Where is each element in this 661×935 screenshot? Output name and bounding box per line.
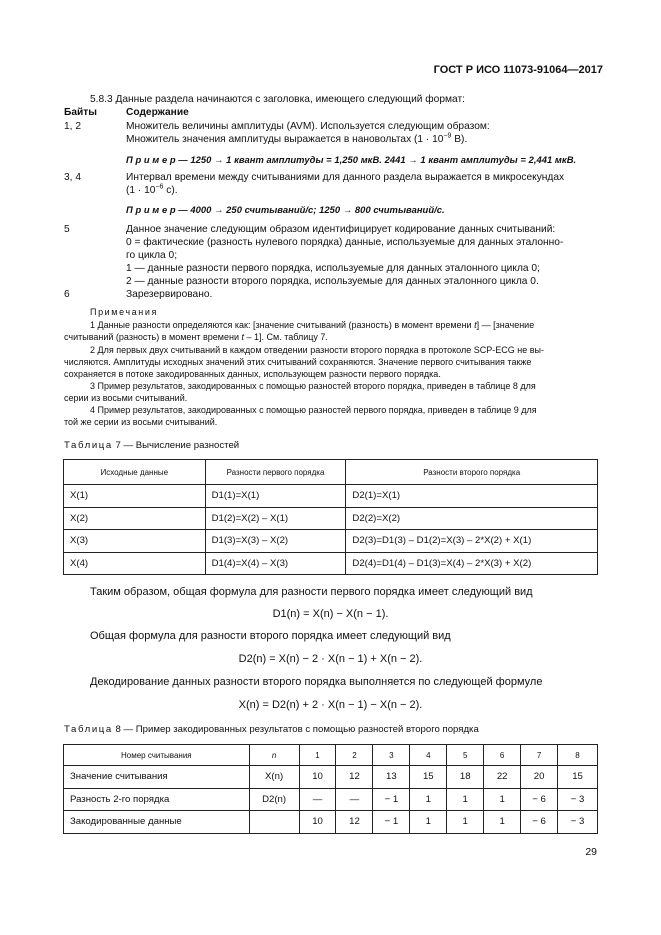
decoding-formula: X(n) = D2(n) + 2 · X(n − 1) − X(n − 2).: [238, 699, 423, 711]
table-cell: —: [299, 788, 336, 811]
table-cell: 20: [521, 766, 558, 789]
document-header: ГОСТ Р ИСО 11073-91064—2017: [433, 64, 603, 76]
table-cell: D1(4)=X(4) – X(3): [205, 552, 346, 575]
table-cell: —: [336, 788, 373, 811]
table-cell: 12: [336, 766, 373, 789]
table-header-cell: 4: [410, 745, 447, 766]
bytes-3-4: 3, 4: [64, 172, 81, 183]
page-number: 29: [585, 846, 597, 858]
table-row: [64, 530, 598, 553]
table-7: [63, 459, 598, 575]
table-cell: − 1: [373, 788, 410, 811]
table-cell: Значение считывания: [64, 766, 250, 789]
table-cell: Закодированные данные: [64, 811, 250, 834]
decoding-intro: Декодирование данных разности второго порядка выполняется по следующей формуле: [90, 676, 543, 688]
encoding-line-1: Данное значение следующим образом идентифицирует кодирование данных считываний:: [126, 224, 556, 235]
table-cell: D1(2)=X(2) – X(1): [205, 507, 346, 530]
table-8-header-row: [64, 745, 598, 766]
table-cell: 1: [484, 811, 521, 834]
avm-description: Множитель величины амплитуды (AVM). Используется следующим образом:: [126, 121, 490, 132]
table-row: [64, 552, 598, 575]
table-header-cell: 2: [336, 745, 373, 766]
note-2-line-1: 2 Для первых двух считываний в каждом отведении разности второго порядка в протоколе SCP-ECG не вы-: [90, 345, 544, 355]
encoding-line-3: го цикла 0;: [126, 250, 178, 261]
table-row: [64, 788, 598, 811]
note-1-line-2: считываний (разность) в момент времени t – 1]. См. таблицу 7.: [64, 332, 328, 342]
table-cell: D1(3)=X(3) – X(2): [205, 530, 346, 553]
byte-5: 5: [64, 224, 70, 235]
first-order-intro: Таким образом, общая формула для разности первого порядка имеет следующий вид: [90, 586, 533, 598]
first-order-formula: D1(n) = X(n) − X(n − 1).: [272, 608, 389, 620]
table-cell: − 3: [558, 811, 598, 834]
table-cell: X(2): [64, 507, 206, 530]
encoding-line-4: 1 — данные разности первого порядка, используемые для данных эталонного цикла 0;: [126, 263, 540, 274]
table-header-cell: 8: [558, 745, 598, 766]
interval-unit-line: ($1 \cdot 10^{-6}$ с).: [126, 183, 178, 196]
note-3-line-2: серии из восьми считываний.: [64, 393, 188, 403]
table-header-cell: 3: [373, 745, 410, 766]
content-column-header: Содержание: [126, 107, 189, 118]
table-cell: − 1: [373, 811, 410, 834]
table-header-cell: 7: [521, 745, 558, 766]
table-cell: 10: [299, 766, 336, 789]
table-header-cell: 1: [299, 745, 336, 766]
note-3-line-1: 3 Пример результатов, закодированных с помощью разностей второго порядка, приведен в таблице 8 для: [90, 381, 536, 391]
avm-unit-line: Множитель значения амплитуды выражается в нановольтах ($1 \cdot 10^{-9}$ В).: [126, 132, 468, 145]
table-cell: 18: [447, 766, 484, 789]
table-header-cell: 6: [484, 745, 521, 766]
second-order-formula: D2(n) = X(n) − 2 · X(n − 1) + X(n − 2).: [238, 653, 423, 665]
table-cell: D2(1)=X(1): [346, 485, 598, 508]
note-2-line-3: сохраняется в потоке закодированных данных, использующем разности первого порядка.: [64, 369, 441, 379]
table-cell: 15: [410, 766, 447, 789]
table-cell: 22: [484, 766, 521, 789]
table-cell: 1: [410, 788, 447, 811]
table-cell: D2(2)=X(2): [346, 507, 598, 530]
table-cell: 1: [447, 811, 484, 834]
table-cell: − 6: [521, 788, 558, 811]
second-order-intro: Общая формула для разности второго порядка имеет следующий вид: [90, 630, 451, 642]
table-cell: 13: [373, 766, 410, 789]
table-cell: [249, 811, 299, 834]
table-header-cell: Разности второго порядка: [346, 460, 598, 485]
table-cell: 10: [299, 811, 336, 834]
table-header-cell: Исходные данные: [64, 460, 206, 485]
table-7-caption: Таблица 7 — Вычисление разностей: [64, 440, 240, 451]
table-8: [63, 744, 598, 834]
table-header-cell: 5: [447, 745, 484, 766]
table-cell: X(1): [64, 485, 206, 508]
encoding-line-5: 2 — данные разности второго порядка, используемые для данных эталонного цикла 0.: [126, 276, 539, 287]
table-cell: − 3: [558, 788, 598, 811]
table-cell: D2(3)=D1(3) – D1(2)=X(3) – 2*X(2) + X(1): [346, 530, 598, 553]
reserved-text: Зарезервировано.: [126, 289, 213, 300]
table-cell: D2(4)=D1(4) – D1(3)=X(4) – 2*X(3) + X(2): [346, 552, 598, 575]
notes-title: Примечания: [90, 307, 158, 317]
interval-example: П р и м е р — 4000 → 250 считываний/с; 1250 → 800 считываний/с.: [126, 204, 445, 215]
table-header-cell: Номер считывания: [64, 745, 250, 766]
table-cell: X(3): [64, 530, 206, 553]
table-cell: X(4): [64, 552, 206, 575]
table-8-caption: Таблица 8 — Пример закодированных результатов с помощью разностей второго порядка: [64, 724, 479, 735]
avm-example: П р и м е р — 1250 → 1 квант амплитуды = 1,250 мкВ. 2441 → 1 квант амплитуды = 2,441 мкВ.: [126, 154, 577, 165]
table-header-cell: Разности первого порядка: [205, 460, 346, 485]
table-row: [64, 766, 598, 789]
note-1-line-1: 1 Данные разности определяются как: [значение считываний (разность) в момент времени t] — [значение: [90, 320, 535, 330]
bytes-1-2: 1, 2: [64, 121, 81, 132]
table-cell: D1(1)=X(1): [205, 485, 346, 508]
table-row: [64, 485, 598, 508]
table-cell: 12: [336, 811, 373, 834]
note-4-line-1: 4 Пример результатов, закодированных с помощью разностей первого порядка, приведен в таблице 9 для: [90, 405, 537, 415]
table-row: [64, 811, 598, 834]
byte-6: 6: [64, 289, 70, 300]
bytes-column-header: Байты: [64, 107, 97, 118]
table-cell: 1: [447, 788, 484, 811]
table-cell: D2(n): [249, 788, 299, 811]
note-4-line-2: той же серии из восьми считываний.: [64, 417, 218, 427]
table-header-cell: n: [249, 745, 299, 766]
note-2-line-2: числяются. Амплитуды исходных значений этих считываний сохраняются. Значение первого считывания также: [64, 357, 532, 367]
interval-description: Интервал времени между считываниями для данного раздела выражается в микросекундах: [126, 172, 565, 183]
table-cell: 1: [484, 788, 521, 811]
table-row: [64, 507, 598, 530]
table-cell: − 6: [521, 811, 558, 834]
section-intro: 5.8.3 Данные раздела начинаются с заголовка, имеющего следующий формат:: [90, 94, 465, 105]
table-cell: Разность 2-го порядка: [64, 788, 250, 811]
table-7-header-row: [64, 460, 598, 485]
encoding-line-2: 0 = фактические (разность нулевого порядка) данные, используемые для данных эталонно-: [126, 237, 564, 248]
table-cell: 15: [558, 766, 598, 789]
table-cell: X(n): [249, 766, 299, 789]
table-cell: 1: [410, 811, 447, 834]
